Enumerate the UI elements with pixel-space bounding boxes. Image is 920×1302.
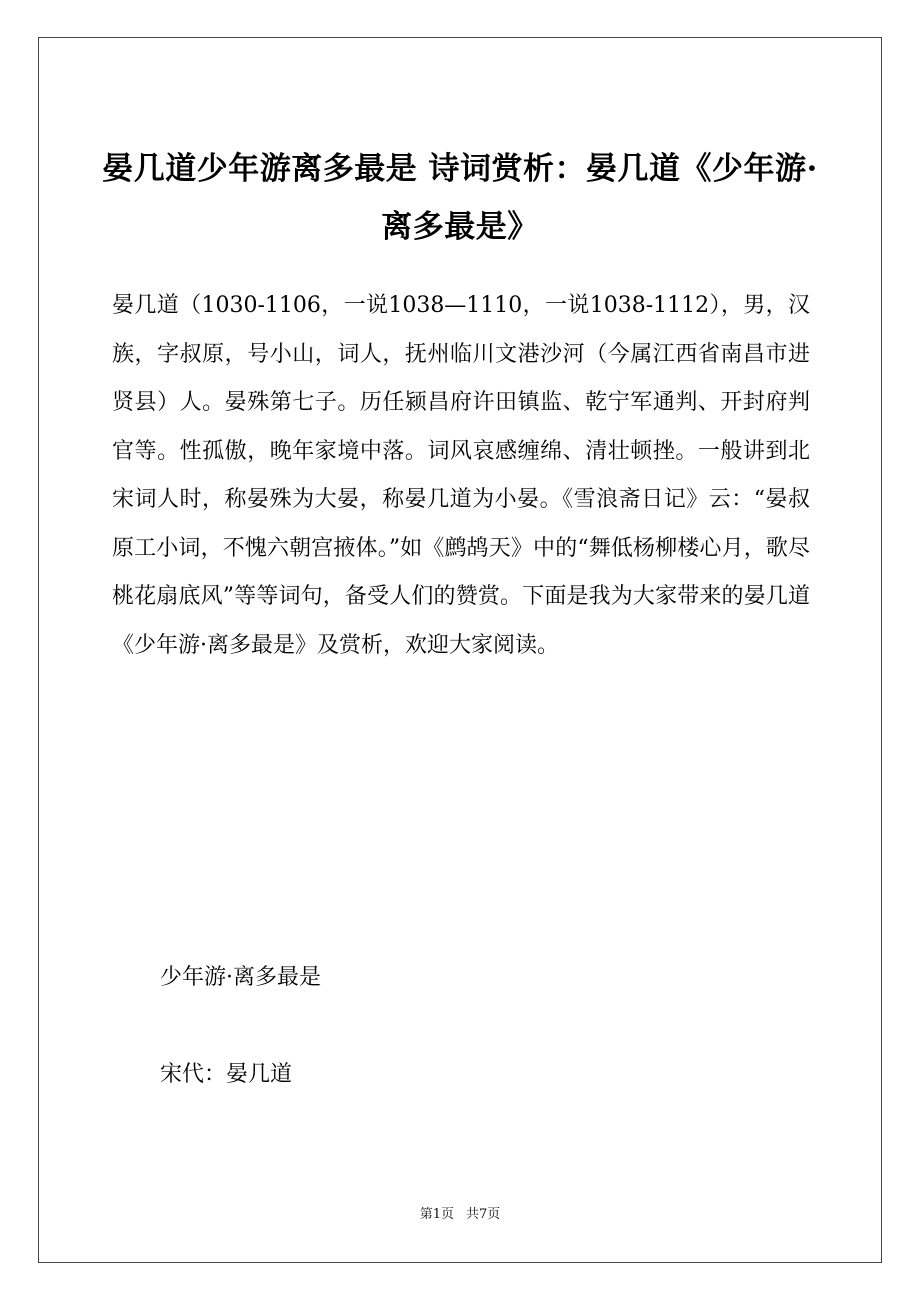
document-title: 晏几道少年游离多最是 诗词赏析：晏几道《少年游·离多最是》 [102,151,818,245]
page-number: 第1页 [419,1207,454,1222]
intro-paragraph: 晏几道（1030-1106，一说1038—1110，一说1038-1112），男，汉族，字叔原，号小山，词人，抚州临川文港沙河（今属江西省南昌市进贤县）人。晏殊第七子。历任颍昌府许田镇监、乾宁军通判、开封府判官等。性孤傲，晚年家境中落。词风哀感缠绵、清壮顿挫。一般讲到北宋词人时，称晏殊为大晏，称晏几道为小晏。《雪浪斋日记》云：“晏叔原工小词，不愧六朝宫掖体。”如《鹧鸪天》中的“舞低杨柳楼心月，歌尽桃花扇底风”等等词句，备受人们的赞赏。下面是我为大家带来的晏几道《少年游·离多最是》及赏析，欢迎大家阅读。 [112,293,810,658]
page-footer [0,1206,920,1224]
poem-author: 宋代：晏几道 [160,1062,293,1087]
poem-title: 少年游·离多最是 [160,965,321,990]
page-total: 共7页 [466,1207,501,1222]
